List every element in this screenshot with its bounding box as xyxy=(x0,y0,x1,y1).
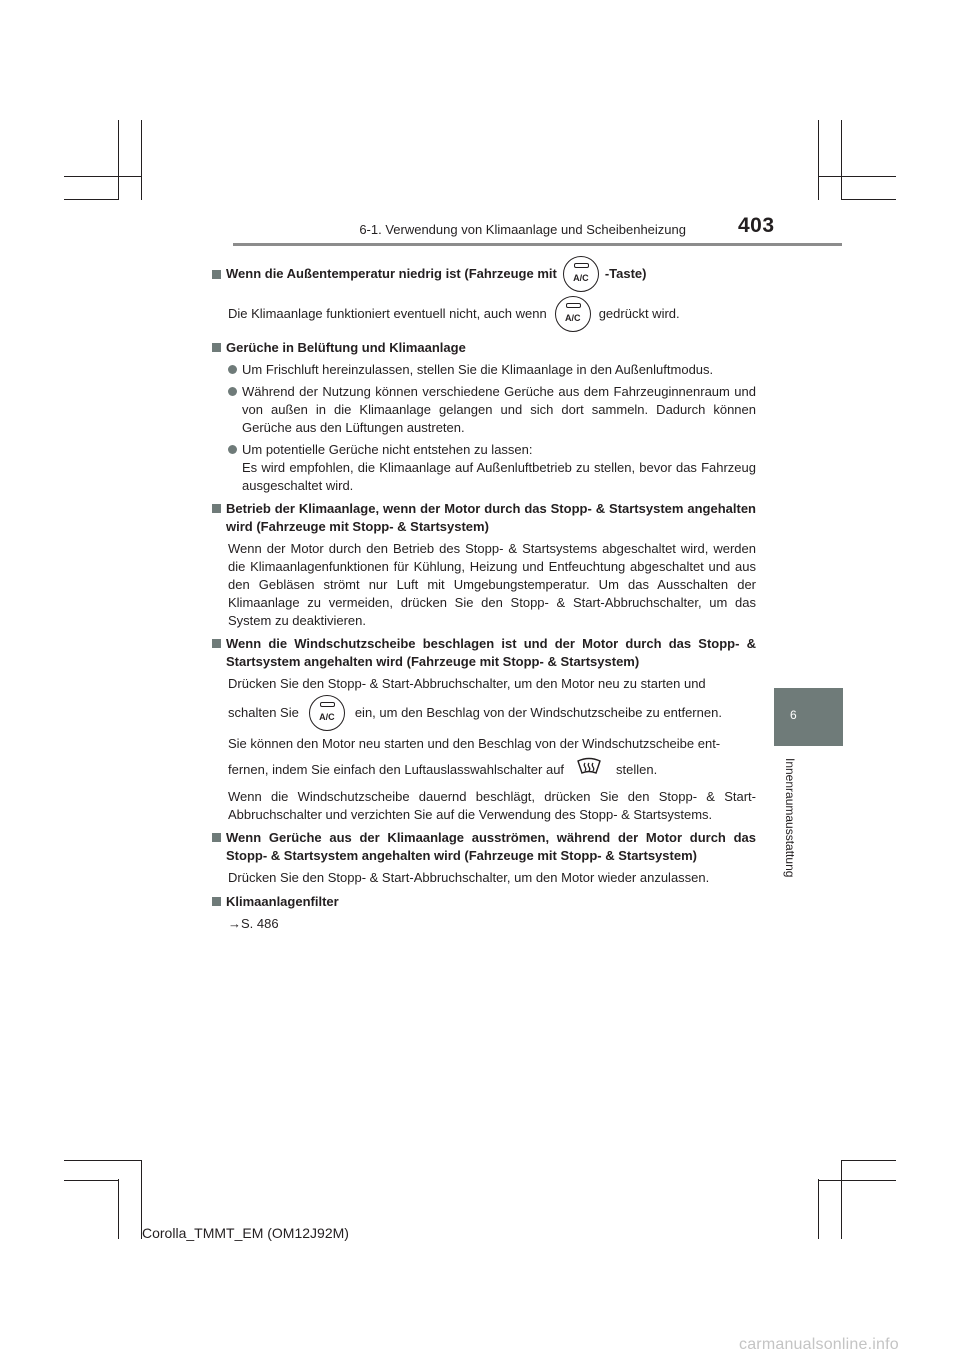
paragraph: Wenn die Windschutzscheibe dauernd beschlägt, drücken Sie den Stopp- & Start-Abbruchschalter und verzichten Sie auf die Verwendung des Stopp- & Startsystems. xyxy=(228,789,756,822)
section-heading: Klimaanlagenfilter xyxy=(211,893,756,911)
paragraph: Die Klimaanlage funktioniert eventuell nicht, auch wenn A/C gedrückt wird. xyxy=(228,296,756,332)
round-bullet-icon xyxy=(228,445,237,454)
ac-button-icon: A/C xyxy=(555,296,591,332)
list-item: Während der Nutzung können verschiedene Gerüche aus dem Fahrzeuginnenraum und von außen in die Klimaanlage gelangen und sich dort sammeln. Dadurch können Gerüche aus den Lüftungen austreten. xyxy=(228,383,756,437)
ac-button-icon: A/C xyxy=(309,695,345,731)
paragraph: Wenn der Motor durch den Betrieb des Stopp- & Startsystems abgeschaltet wird, werden die Klimaanlagenfunktionen für Kühlung, Heizung und Entfeuchtung abgeschaltet und aus den Gebläsen strömt nur Luft mit Umgebungstemperatur. Um das Ausschalten der Klimaanlage zu vermeiden, drücken Sie den Stopp- & Start-Abbruchschalter, um das System zu deaktivieren. xyxy=(228,541,756,628)
page-reference-link[interactable]: →S. 486 xyxy=(228,916,279,931)
square-bullet-icon xyxy=(212,270,221,279)
page-content xyxy=(211,266,756,933)
chapter-title: Innenraumausstattung xyxy=(783,758,797,878)
square-bullet-icon xyxy=(212,639,221,648)
page-number: 403 xyxy=(738,214,775,237)
round-bullet-icon xyxy=(228,365,237,374)
header-divider xyxy=(233,243,842,246)
list-item: Um potentielle Gerüche nicht entstehen zu lassen: Es wird empfohlen, die Klimaanlage auf Außenluftbetrieb zu stellen, bevor das Fahrzeug ausgeschaltet wird. xyxy=(228,441,756,495)
square-bullet-icon xyxy=(212,833,221,842)
chapter-number: 6 xyxy=(790,708,797,722)
section-heading: Gerüche in Belüftung und Klimaanlage xyxy=(211,339,756,357)
chapter-side-label xyxy=(783,758,805,893)
paragraph: schalten Sie A/C ein, um den Beschlag von der Windschutzscheibe zu entfernen. xyxy=(228,695,756,731)
section-heading: Wenn die Windschutzscheibe beschlagen ist und der Motor durch das Stopp- & Startsystem angehalten wird (Fahrzeuge mit Stopp- & Startsystem) xyxy=(211,635,756,671)
document-code: Corolla_TMMT_EM (OM12J92M) xyxy=(142,1225,349,1241)
section-heading: Wenn Gerüche aus der Klimaanlage ausströmen, während der Motor durch das Stopp- & Startsystem angehalten wird (Fahrzeuge mit Stopp- & Startsystem) xyxy=(211,829,756,865)
chapter-tab xyxy=(774,688,843,746)
watermark: carmanualsonline.info xyxy=(739,1336,899,1353)
square-bullet-icon xyxy=(212,504,221,513)
square-bullet-icon xyxy=(212,897,221,906)
section-heading: Betrieb der Klimaanlage, wenn der Motor durch das Stopp- & Startsystem angehalten wird (Fahrzeuge mit Stopp- & Startsystem) xyxy=(211,500,756,536)
ac-button-icon: A/C xyxy=(563,256,599,292)
list-item: Um Frischluft hereinzulassen, stellen Sie die Klimaanlage in den Außenluftmodus. xyxy=(228,361,756,379)
section-heading: Wenn die Außentemperatur niedrig ist (Fahrzeuge mit A/C -Taste) xyxy=(211,256,756,292)
square-bullet-icon xyxy=(212,343,221,352)
paragraph: Sie können den Motor neu starten und den Beschlag von der Windschutzscheibe ent- xyxy=(228,736,721,751)
section-title: 6-1. Verwendung von Klimaanlage und Scheibenheizung xyxy=(359,222,686,237)
round-bullet-icon xyxy=(228,387,237,396)
windshield-defrost-icon xyxy=(576,755,602,784)
paragraph: Drücken Sie den Stopp- & Start-Abbruchschalter, um den Motor neu zu starten und xyxy=(228,676,706,691)
paragraph: fernen, indem Sie einfach den Luftauslasswahlschalter auf stellen. xyxy=(228,755,756,784)
paragraph: Drücken Sie den Stopp- & Start-Abbruchschalter, um den Motor wieder anzulassen. xyxy=(228,870,710,885)
